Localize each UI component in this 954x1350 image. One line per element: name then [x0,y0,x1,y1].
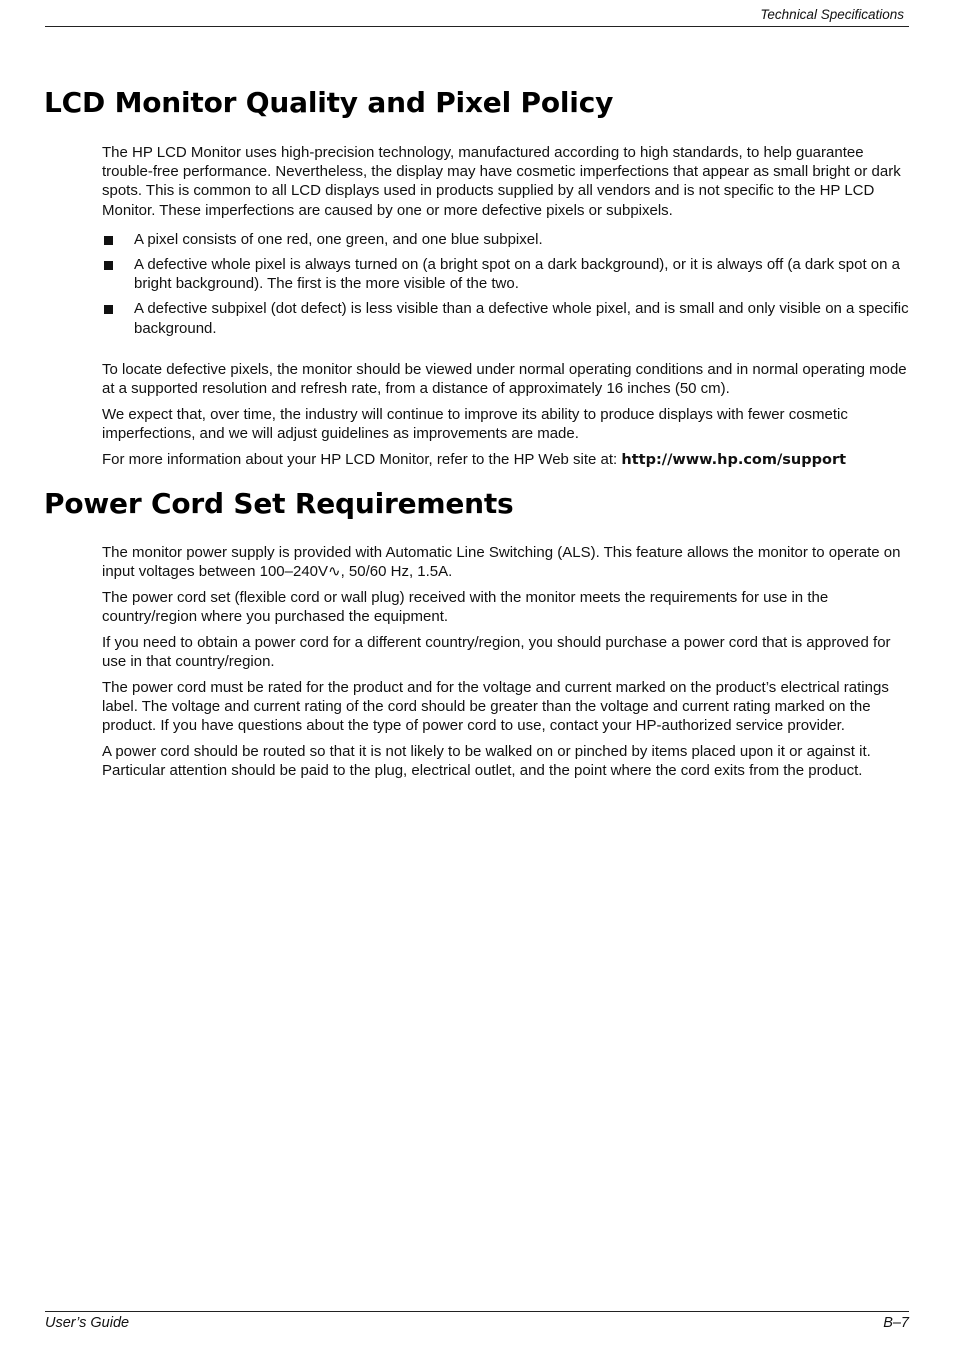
power-cord-body [102,543,910,787]
running-header [45,6,909,27]
pixel-defect-list [102,230,910,338]
square-bullet-icon [104,305,113,314]
footer-page-number: B–7 [883,1315,909,1331]
running-footer [45,1311,909,1336]
improvement-paragraph: We expect that, over time, the industry will continue to improve its ability to produce displays with fewer cosmetic imperfections, and we will adjust guidelines as improvements are made. [102,405,848,442]
more-info-text: For more information about your HP LCD Monitor, refer to the HP Web site at: [102,450,622,468]
lcd-policy-body [102,143,910,476]
header-section-name: Technical Specifications [760,7,904,22]
footer-doc-name: User’s Guide [45,1315,130,1331]
list-item-text: A defective whole pixel is always turned on (a bright spot on a dark background), or it is always off (a dark spot on a bright background). The first is the more visible of the two. [134,256,900,293]
list-item-text: A pixel consists of one red, one green, and one blue subpixel. [134,230,543,248]
square-bullet-icon [104,261,113,270]
rating-paragraph: The power cord must be rated for the product and for the voltage and current marked on the product’s electrical ratings label. The voltage and current rating of the cord should be greater than the voltage and current rating marked on the product. If you have questions about the type of power cord to use, contact your HP-authorized service provider. [102,678,889,735]
routing-paragraph: A power cord should be routed so that it is not likely to be walked on or pinched by items placed upon it or against it. Particular attention should be paid to the plug, electrical outlet, and the point where the cord exits from the product. [102,742,871,780]
square-bullet-icon [104,236,113,245]
cord-set-paragraph: The power cord set (flexible cord or wall plug) received with the monitor meets the requirements for use in the country/region where you purchased the equipment. [102,588,829,626]
list-item [102,255,910,293]
other-country-paragraph: If you need to obtain a power cord for a different country/region, you should purchase a power cord that is approved for use in that country/region. [102,633,891,671]
als-paragraph: The monitor power supply is provided with Automatic Line Switching (ALS). This feature allows the monitor to operate on input voltages between 100–240V∿, 50/60 Hz, 1.5A. [102,544,901,581]
power-cord-title: Power Cord Set Requirements [44,487,514,520]
lcd-policy-intro: The HP LCD Monitor uses high-precision technology, manufactured according to high standards, to help guarantee trouble-free performance. Nevertheless, the display may have cosmetic imperfections that appear as small bright or dark spots. This is common to all LCD displays used in products supplied by all vendors and is not specific to the HP LCD Monitor. These imperfections are caused by one or more defective pixels or subpixels. [102,144,901,219]
locate-defects-paragraph: To locate defective pixels, the monitor should be viewed under normal operating conditions and in normal operating mode at a supported resolution and refresh rate, from a distance of approximately 16 inches (50 cm). [102,360,907,398]
lcd-policy-title: LCD Monitor Quality and Pixel Policy [44,86,614,119]
list-item-text: A defective subpixel (dot defect) is less visible than a defective whole pixel, and is small and only visible on a specific background. [134,300,909,337]
support-url-link[interactable]: http://www.hp.com/support [621,451,847,468]
list-item [102,230,910,249]
more-info-paragraph [102,450,910,470]
list-item [102,299,910,337]
